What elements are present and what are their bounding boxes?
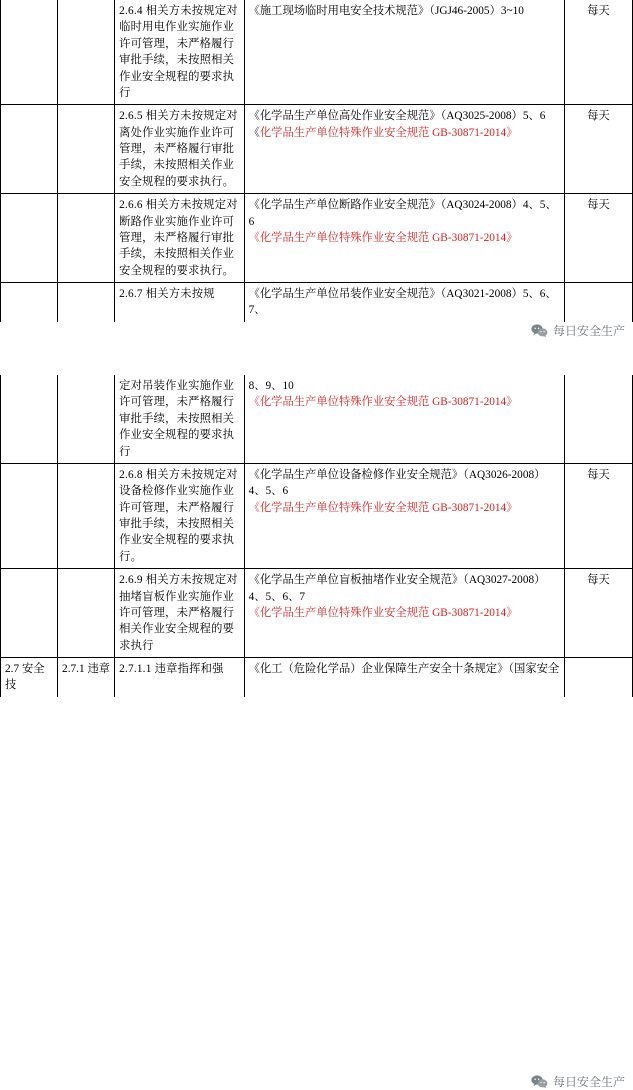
cell-subcategory bbox=[58, 283, 115, 322]
cell-frequency: 每天 bbox=[564, 105, 632, 194]
cell-frequency: 每天 bbox=[564, 569, 632, 658]
wechat-watermark bbox=[531, 1073, 625, 1090]
reference-red: 化学品生产单位特殊作业安全规范 GB-30871-2014》 bbox=[259, 126, 518, 139]
reference-black: 《化工（危险化学品）企业保障生产安全十条规定》（国家安全 bbox=[248, 663, 560, 675]
table-row bbox=[1, 283, 633, 322]
reference-black: 《化学品生产单位设备检修作业安全规范》（AQ3026-2008）4、5、6 bbox=[248, 468, 546, 498]
cell-category bbox=[1, 283, 58, 322]
cell-category bbox=[1, 569, 58, 658]
cell-item-text: 定对吊装作业实施作业许可管理，未严格履行审批手续，未按照相关作业安全规程的要求执行 bbox=[115, 375, 244, 463]
cell-item-text: 2.6.6 相关方未按规定对断路作业实施作业许可管理，未严格履行审批手续，未按照相关作业安全规程的要求执行。 bbox=[115, 194, 244, 283]
cell-category bbox=[1, 463, 58, 568]
cell-frequency bbox=[564, 283, 632, 322]
cell-reference bbox=[244, 194, 564, 283]
cell-category: 2.7 安全技 bbox=[1, 658, 58, 697]
table-row bbox=[1, 375, 633, 463]
reference-black: 《化学品生产单位断路作业安全规范》（AQ3024-2008）4、5、6 bbox=[248, 199, 557, 228]
cell-reference bbox=[244, 375, 564, 463]
cell-reference bbox=[244, 569, 564, 658]
checklist-table-top bbox=[0, 0, 633, 322]
cell-subcategory bbox=[58, 463, 115, 568]
cell-reference bbox=[244, 283, 564, 322]
table-row bbox=[1, 0, 633, 105]
reference-red: 《化学品生产单位特殊作业安全规范 GB-30871-2014》 bbox=[248, 606, 518, 619]
cell-subcategory bbox=[58, 105, 115, 194]
reference-black: 《化学品生产单位吊装作业安全规范》（AQ3021-2008）5、6、7、 bbox=[248, 288, 557, 317]
cell-item-text: 2.6.4 相关方未按规定对临时用电作业实施作业许可管理，未严格履行审批手续，未按照相关作业安全规程的要求执行 bbox=[115, 0, 244, 105]
wechat-icon bbox=[531, 324, 548, 338]
wechat-icon bbox=[531, 1075, 548, 1089]
reference-red: 《化学品生产单位特殊作业安全规范 GB-30871-2014》 bbox=[248, 501, 518, 514]
reference-black: 8、9、10 bbox=[248, 380, 294, 392]
cell-item-text: 2.6.9 相关方未按规定对抽堵盲板作业实施作业许可管理，未严格履行相关作业安全规程的要求执行 bbox=[115, 569, 244, 658]
cell-item-text: 2.7.1.1 违章指挥和强 bbox=[115, 658, 244, 697]
cell-category bbox=[1, 194, 58, 283]
watermark-label: 每日安全生产 bbox=[552, 324, 625, 338]
top-table-panel bbox=[0, 0, 633, 365]
reference-red: 《化学品生产单位特殊作业安全规范 GB-30871-2014》 bbox=[248, 396, 518, 409]
table-row bbox=[1, 658, 633, 697]
reference-black: 《施工现场临时用电安全技术规范》（JGJ46-2005）3~10 bbox=[248, 5, 524, 17]
cell-reference bbox=[244, 463, 564, 568]
cell-reference bbox=[244, 0, 564, 105]
cell-item-text: 2.6.7 相关方未按规 bbox=[115, 283, 244, 322]
panel-separator bbox=[0, 365, 633, 375]
cell-item-text: 2.6.5 相关方未按规定对离处作业实施作业许可管理，未严格履行审批手续，未按照相关作业安全规程的要求执行。 bbox=[115, 105, 244, 194]
bottom-table-panel bbox=[0, 375, 633, 1089]
cell-subcategory bbox=[58, 375, 115, 463]
reference-black: 《化学品生产单位高处作业安全规范》（AQ3025-2008）5、6 《 bbox=[248, 110, 546, 139]
cell-subcategory: 2.7.1 违章 bbox=[58, 658, 115, 697]
table-row bbox=[1, 569, 633, 658]
table-row bbox=[1, 105, 633, 194]
cell-frequency: 每天 bbox=[564, 0, 632, 105]
wechat-watermark bbox=[531, 322, 625, 339]
cell-subcategory bbox=[58, 0, 115, 105]
cell-item-text: 2.6.8 相关方未按规定对设备检修作业实施作业许可管理，未严格履行审批手续，未按照相关作业安全规程的要求执行。 bbox=[115, 463, 244, 568]
cell-category bbox=[1, 105, 58, 194]
checklist-table-bottom bbox=[0, 375, 633, 697]
cell-frequency bbox=[564, 375, 632, 463]
cell-frequency bbox=[564, 658, 632, 697]
table-row bbox=[1, 463, 633, 568]
cell-subcategory bbox=[58, 569, 115, 658]
cell-category bbox=[1, 375, 58, 463]
watermark-label: 每日安全生产 bbox=[552, 1075, 625, 1089]
cell-subcategory bbox=[58, 194, 115, 283]
cell-reference bbox=[244, 658, 564, 697]
cell-frequency: 每天 bbox=[564, 194, 632, 283]
reference-red: 《化学品生产单位特殊作业安全规范 GB-30871-2014》 bbox=[248, 231, 518, 244]
reference-black: 《化学品生产单位盲板抽堵作业安全规范》（AQ3027-2008）4、5、6、7 bbox=[248, 574, 546, 603]
table-row bbox=[1, 194, 633, 283]
cell-frequency: 每天 bbox=[564, 463, 632, 568]
cell-reference bbox=[244, 105, 564, 194]
cell-category bbox=[1, 0, 58, 105]
